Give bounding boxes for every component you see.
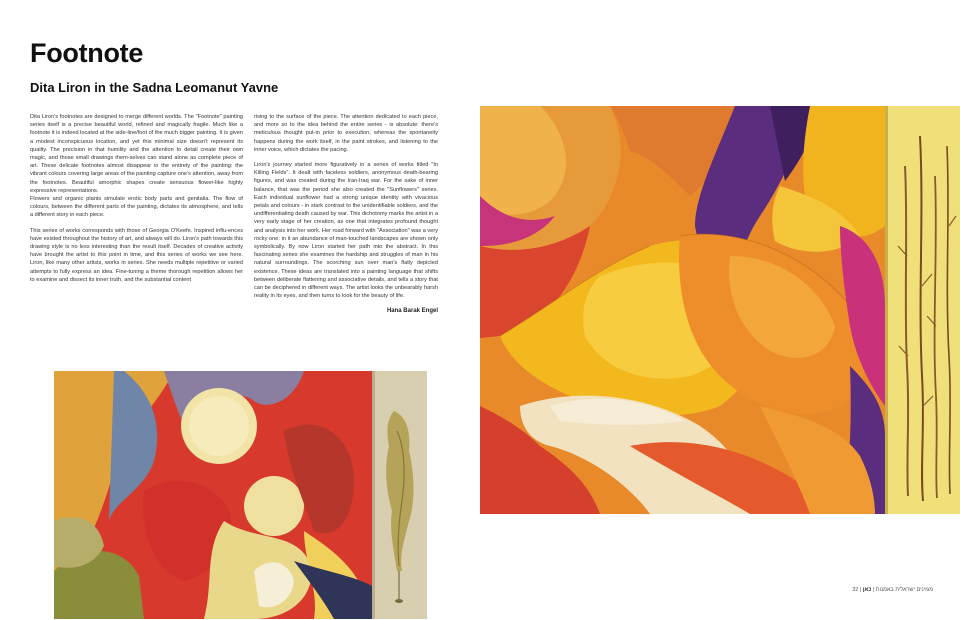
painting-right bbox=[480, 106, 960, 514]
paragraph: This series of works corresponds with those of Georgia O'Keefe. Inspired influ-ences have existed throughout the history of art, and always will do. Liron's path towards this drawing style is no less interesting than the result itself. Decades of creative activity have brought the artist to this point in time, and this series of works we see here. Liron, like many other artists, works in series. She needs multiple repetitive or varied attempts to fully express an idea. Fine-tuning a theme thorough repetition allows her to examine and dissect its inner truth, and the substantial content bbox=[30, 227, 243, 283]
painting-left bbox=[54, 371, 427, 619]
paragraph: Dita Liron's footnotes are designed to merge different worlds. The "Footnote" painting series itself is a precise beautiful world, refined and magically fragile. Much like a footnote it is indeed located at the side-line/foot of the much bigger painting. It is given a modest inconspicuous location, and yet this minimal size doesn't represent its quality. The precision in that humility and the attention to detail create their own magic, and those small drawings them-selves can stand alone as complete piece of art. These delicate footnotes almost disappear in the entirety of the painting: the vibrant colours covering large areas of the painting capture one's attention, away from the footnotes. Beautiful amorphic shapes create sensuous flower-like highly expressive representations. bbox=[30, 114, 243, 194]
footer-magazine: כאן bbox=[862, 587, 872, 593]
paragraph: rising to the surface of the piece. The attention dedicated to each piece, and more so to the idea behind the entire series - is absolute: there's meticulous thought put-in prior to execution, whereas the spontaneity happens during the work itself, in the paint strokes, and listening to the inner voice, which dictates the pacing. bbox=[254, 114, 438, 153]
footer-section: מגזינים ישראלית באמנות bbox=[875, 587, 933, 593]
text-column-2 bbox=[254, 113, 438, 316]
painting-right-artwork bbox=[480, 106, 960, 514]
author-credit: Hana Barak Engel bbox=[386, 308, 438, 315]
page-number: 32 bbox=[852, 587, 859, 593]
article-title: Footnote bbox=[30, 38, 144, 68]
article-subtitle: Dita Liron in the Sadna Leomanut Yavne bbox=[30, 80, 279, 95]
page-footer: מגזינים ישראלית באמנות | כאן | 32 bbox=[852, 587, 933, 593]
text-column-1 bbox=[30, 113, 243, 291]
painting-left-artwork bbox=[54, 371, 427, 619]
paragraph: Flowers and organic plants simulate erotic body parts and genitalia. The flow of colours, between the different parts of the painting, dictates its atmosphere, and tells a different story in each piece. bbox=[30, 196, 243, 219]
paragraph: Liron's journey started more figuratively in a series of works titled "In Killing Fields". It dealt with faceless soldiers, anonymous death-bearing figures, and was created during the Iran-Iraq war. For the sake of inner balance, that was the period she also created the "Sunflowers" series. Each individual sunflower had a strong unique identity with vivacious petals and colours - in stark contrast to the unidentifiable soldiers, and the undifferentiating death caused by war. This dichotomy marks the artist in a very early stage of her creation, as one that integrates profound thought and analysis into her work. Her road forward with "Association" was a very rocky one: in it an abundance of man-touched landscapes are shown only symbolically. By now Liron started her path into the abstract. In this fascinating series she examines the hardship and struggles of man in his natural surroundings. The scorching sun over man's flatly depicted existence. These ideas are translated into a painting language that shifts between deliberate flattening and associative details, and tells a story that can be deciphered in different ways. The artist looks the unbearably harsh reality in its eyes, and then turns to look for the beauty of life. bbox=[254, 162, 438, 300]
